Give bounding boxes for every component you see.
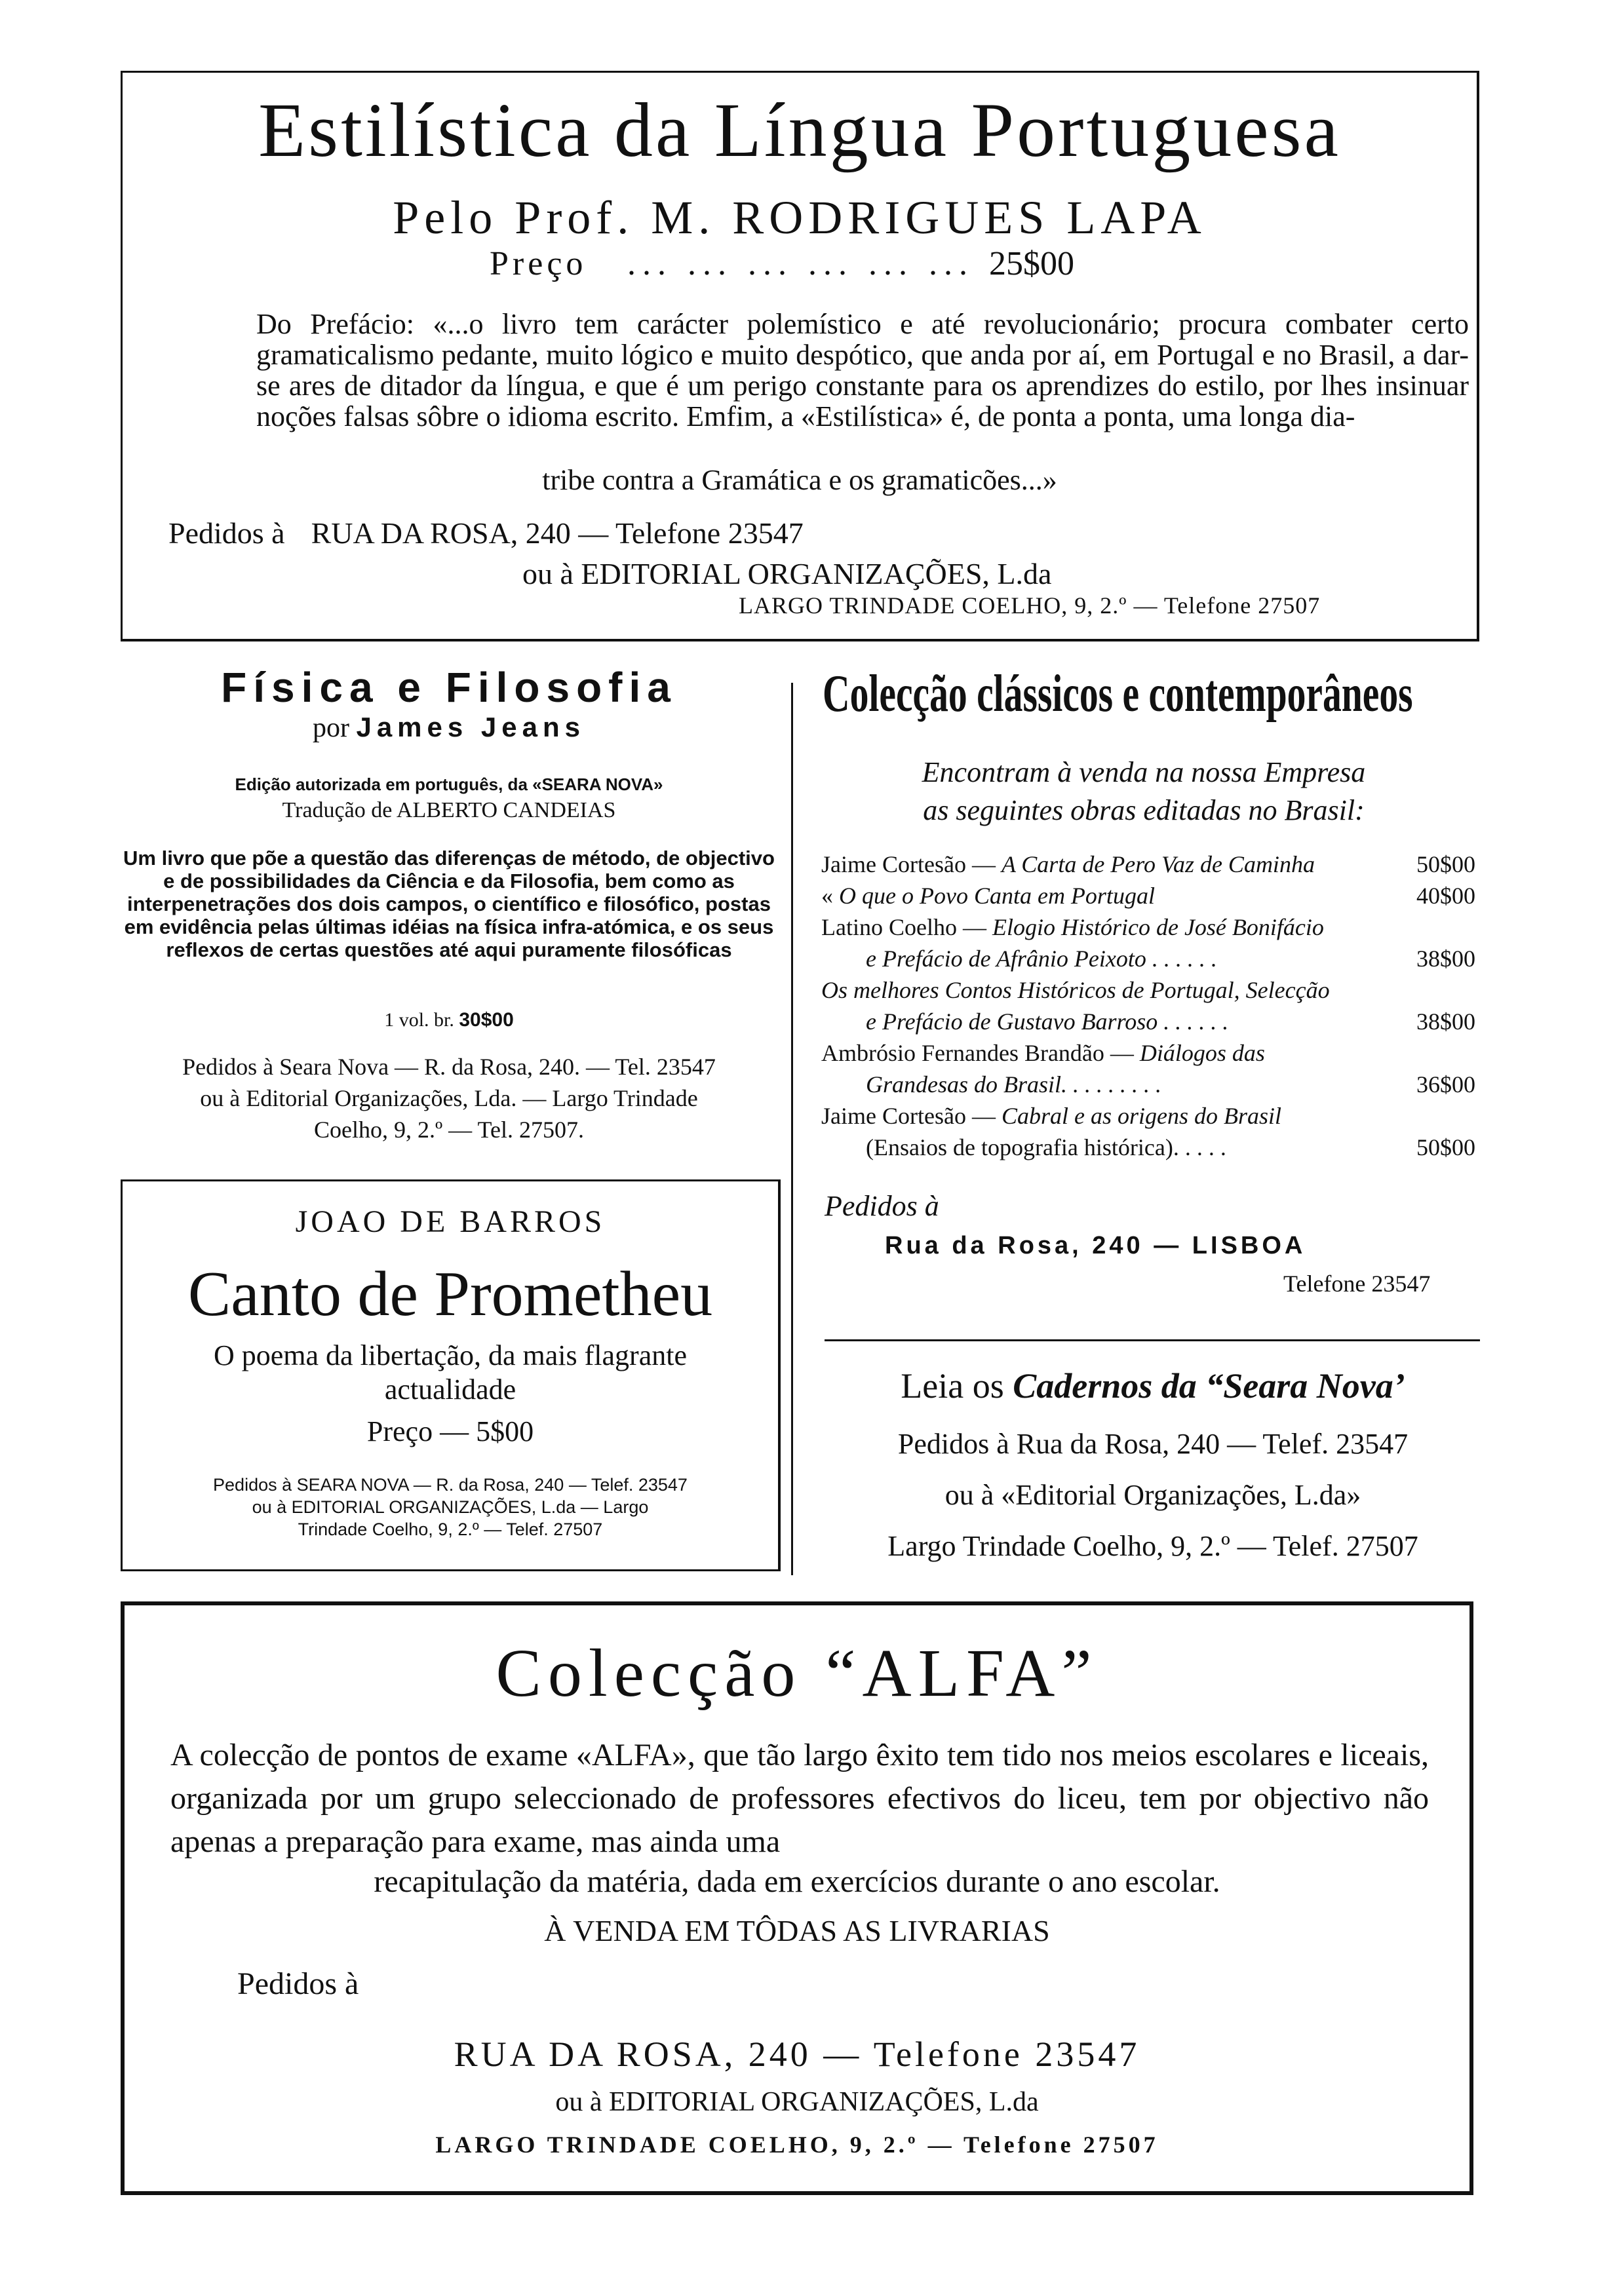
fisica-translation: Tradução de ALBERTO CANDEIAS xyxy=(282,798,616,822)
classicos-book-price: 38$00 xyxy=(1416,1008,1475,1035)
classicos-book-title: Diálogos das xyxy=(1139,1040,1265,1066)
cadernos-heading xyxy=(821,1366,1485,1406)
estilistica-price-label: Preço xyxy=(490,245,587,282)
fisica-description: Um livro que põe a questão das diferenças de método, de objectivo e de possibilidades da Ciência e da Filosofia, bem como as interpenetrações dos dois campos, o científico e filosófico, postas em evidência pelas últimas idéias na física infra-atómica, e os seus reflexos de certas questões até aqui puramente filosóficas xyxy=(123,847,775,961)
alfa-orders-label: Pedidos à xyxy=(237,1966,359,2001)
classicos-book-row xyxy=(821,976,1475,1008)
canto-orders-line: Trindade Coelho, 9, 2.º — Telef. 27507 xyxy=(298,1520,603,1539)
classicos-book-title: Os melhores Contos Históricos de Portugal, Selecção xyxy=(821,977,1330,1003)
alfa-body: A colecção de pontos de exame «ALFA», que tão largo êxito tem tido nos meios escolares e liceais, organizada por um grupo seleccionado de professores efectivos do liceu, tem por objectivo não apenas a preparação para exame, mas ainda uma xyxy=(170,1738,1429,1859)
alfa-ad xyxy=(121,1601,1473,2195)
classicos-book-title: e Prefácio de Gustavo Barroso . . . . . . xyxy=(866,1008,1229,1035)
fisica-byline xyxy=(111,712,787,744)
estilistica-price: 25$00 xyxy=(989,245,1074,282)
classicos-book-row xyxy=(821,1071,1475,1102)
alfa-publisher-address: LARGO TRINDADE COELHO, 9, 2.º — Telefone 27507 xyxy=(435,2132,1159,2158)
classicos-orders-address: Rua da Rosa, 240 — LISBOA xyxy=(885,1232,1306,1259)
classicos-book-author: Latino Coelho — xyxy=(821,914,992,940)
classicos-intro-line: as seguintes obras editadas no Brasil: xyxy=(923,794,1365,826)
classicos-book-author: « xyxy=(821,883,839,909)
canto-author: JOAO DE BARROS xyxy=(295,1204,606,1239)
section-divider xyxy=(825,1339,1480,1341)
fisica-price: 30$00 xyxy=(459,1009,514,1031)
alfa-publisher: ou à EDITORIAL ORGANIZAÇÕES, L.da xyxy=(555,2087,1039,2117)
estilistica-author: Pelo Prof. M. RODRIGUES LAPA xyxy=(393,191,1207,244)
order-label: Pedidos à xyxy=(168,516,285,550)
classicos-book-list xyxy=(821,851,1475,1165)
classicos-book-author: Jaime Cortesão — xyxy=(821,851,1002,877)
canto-subtitle xyxy=(123,1339,778,1407)
classicos-book-text xyxy=(821,1039,1466,1067)
canto-ad xyxy=(121,1179,781,1571)
classicos-book-text xyxy=(821,945,1407,972)
classicos-book-price: 50$00 xyxy=(1416,851,1475,877)
canto-subtitle-line: O poema da libertação, da mais flagrante xyxy=(213,1339,687,1371)
fisica-orders-line: ou à Editorial Organizações, Lda. — Largo Trindade xyxy=(200,1085,698,1111)
estilistica-order-publisher: ou à EDITORIAL ORGANIZAÇÕES, L.da xyxy=(522,557,1052,590)
estilistica-order-line xyxy=(168,516,804,550)
canto-subtitle-line: actualidade xyxy=(384,1373,516,1406)
fisica-orders xyxy=(111,1051,787,1145)
classicos-book-title: e Prefácio de Afrânio Peixoto . . . . . . xyxy=(866,946,1217,972)
classicos-orders-label: Pedidos à xyxy=(825,1190,939,1222)
classicos-book-title: Elogio Histórico de José Bonifácio xyxy=(992,914,1324,940)
fisica-volume xyxy=(111,1009,787,1031)
cadernos-orders-line: Pedidos à Rua da Rosa, 240 — Telef. 23547 xyxy=(897,1428,1409,1460)
fisica-orders-line: Pedidos à Seara Nova — R. da Rosa, 240. — Tel. 23547 xyxy=(182,1054,716,1080)
classicos-book-text xyxy=(821,851,1407,878)
classicos-title: Colecção clássicos e contemporâneos xyxy=(823,665,1413,723)
canto-title: Canto de Prometheu xyxy=(187,1259,713,1330)
alfa-address: RUA DA ROSA, 240 — Telefone 23547 xyxy=(454,2035,1140,2074)
estilistica-preface: Do Prefácio: «...o livro tem carácter polemístico e até revolucionário; procura combater certo gramaticalismo pedante, muito lógico e muito despótico, que anda por aí, em Portugal e no Brasil, a dar-se ares de ditador da língua, e que é um perigo constante para os aprendizes do estilo, por lhes insinuar noções falsas sôbre o idioma escrito. Emfim, a «Estilística» é, de ponta a ponta, uma longa dia- xyxy=(256,308,1469,432)
estilistica-preface-end: tribe contra a Gramática e os gramaticões...» xyxy=(542,464,1057,496)
classicos-book-price: 50$00 xyxy=(1416,1134,1475,1160)
canto-price: Preço — 5$00 xyxy=(366,1415,534,1447)
fisica-orders-line: Coelho, 9, 2.º — Tel. 27507. xyxy=(314,1117,584,1143)
column-divider xyxy=(791,683,793,1575)
classicos-book-row xyxy=(821,913,1475,945)
canto-orders xyxy=(123,1474,778,1540)
classicos-book-row xyxy=(821,882,1475,913)
classicos-book-title: A Carta de Pero Vaz de Caminha xyxy=(1001,851,1315,877)
classicos-book-text xyxy=(821,882,1407,909)
classicos-book-text xyxy=(821,976,1466,1004)
classicos-intro xyxy=(813,754,1475,830)
alfa-sale-notice: À VENDA EM TÔDAS AS LIVRARIAS xyxy=(544,1914,1050,1947)
canto-orders-line: Pedidos à SEARA NOVA — R. da Rosa, 240 — Telef. 23547 xyxy=(213,1475,688,1495)
classicos-book-title: O que o Povo Canta em Portugal xyxy=(839,883,1155,909)
cadernos-orders-line: Largo Trindade Coelho, 9, 2.º — Telef. 27507 xyxy=(887,1530,1418,1562)
fisica-edition: Edição autorizada em português, da «SEARA NOVA» xyxy=(235,775,663,794)
classicos-book-text xyxy=(821,1008,1407,1035)
classicos-book-row xyxy=(821,1039,1475,1071)
fisica-title: Física e Filosofia xyxy=(221,664,677,711)
classicos-book-row xyxy=(821,1008,1475,1039)
classicos-book-text xyxy=(821,1102,1466,1130)
alfa-title: Colecção “ALFA” xyxy=(496,1636,1099,1711)
order-address: RUA DA ROSA, 240 — Telefone 23547 xyxy=(311,516,804,550)
classicos-book-title: Cabral e as origens do Brasil xyxy=(1001,1103,1281,1129)
classicos-book-text xyxy=(821,1134,1407,1161)
classicos-book-title: Grandesas do Brasil. . . . . . . . . xyxy=(866,1071,1162,1098)
alfa-body-end: recapitulação da matéria, dada em exercícios durante o ano escolar. xyxy=(374,1864,1220,1899)
classicos-book-row xyxy=(821,945,1475,976)
fisica-by: por xyxy=(312,713,349,743)
classicos-intro-line: Encontram à venda na nossa Empresa xyxy=(922,756,1366,788)
estilistica-ad xyxy=(121,71,1479,641)
classicos-orders-telephone: Telefone 23547 xyxy=(1283,1271,1431,1297)
classicos-book-author: Ambrósio Fernandes Brandão — xyxy=(821,1040,1140,1066)
fisica-author: James Jeans xyxy=(356,712,586,742)
classicos-book-author: (Ensaios de topografia histórica). . . . . xyxy=(866,1134,1226,1160)
fisica-volume-label: 1 vol. br. xyxy=(384,1009,454,1031)
estilistica-order-address: LARGO TRINDADE COELHO, 9, 2.º — Telefone 27507 xyxy=(739,592,1321,619)
classicos-book-row xyxy=(821,1102,1475,1134)
cadernos-prefix: Leia os xyxy=(901,1366,1004,1406)
classicos-book-author: Jaime Cortesão — xyxy=(821,1103,1002,1129)
classicos-book-text xyxy=(821,1071,1407,1098)
classicos-book-row xyxy=(821,1134,1475,1165)
cadernos-title: Cadernos da “Seara Nova’ xyxy=(1013,1366,1405,1406)
classicos-book-price: 36$00 xyxy=(1416,1071,1475,1098)
canto-orders-line: ou à EDITORIAL ORGANIZAÇÕES, L.da — Largo xyxy=(252,1497,649,1517)
classicos-book-price: 38$00 xyxy=(1416,946,1475,972)
estilistica-title: Estilística da Língua Portuguesa xyxy=(258,87,1341,173)
cadernos-orders-line: ou à «Editorial Organizações, L.da» xyxy=(944,1479,1361,1511)
classicos-book-text xyxy=(821,913,1466,941)
classicos-book-price: 40$00 xyxy=(1416,883,1475,909)
estilistica-price-leader: ... ... ... ... ... ... xyxy=(627,245,974,282)
classicos-book-row xyxy=(821,851,1475,882)
